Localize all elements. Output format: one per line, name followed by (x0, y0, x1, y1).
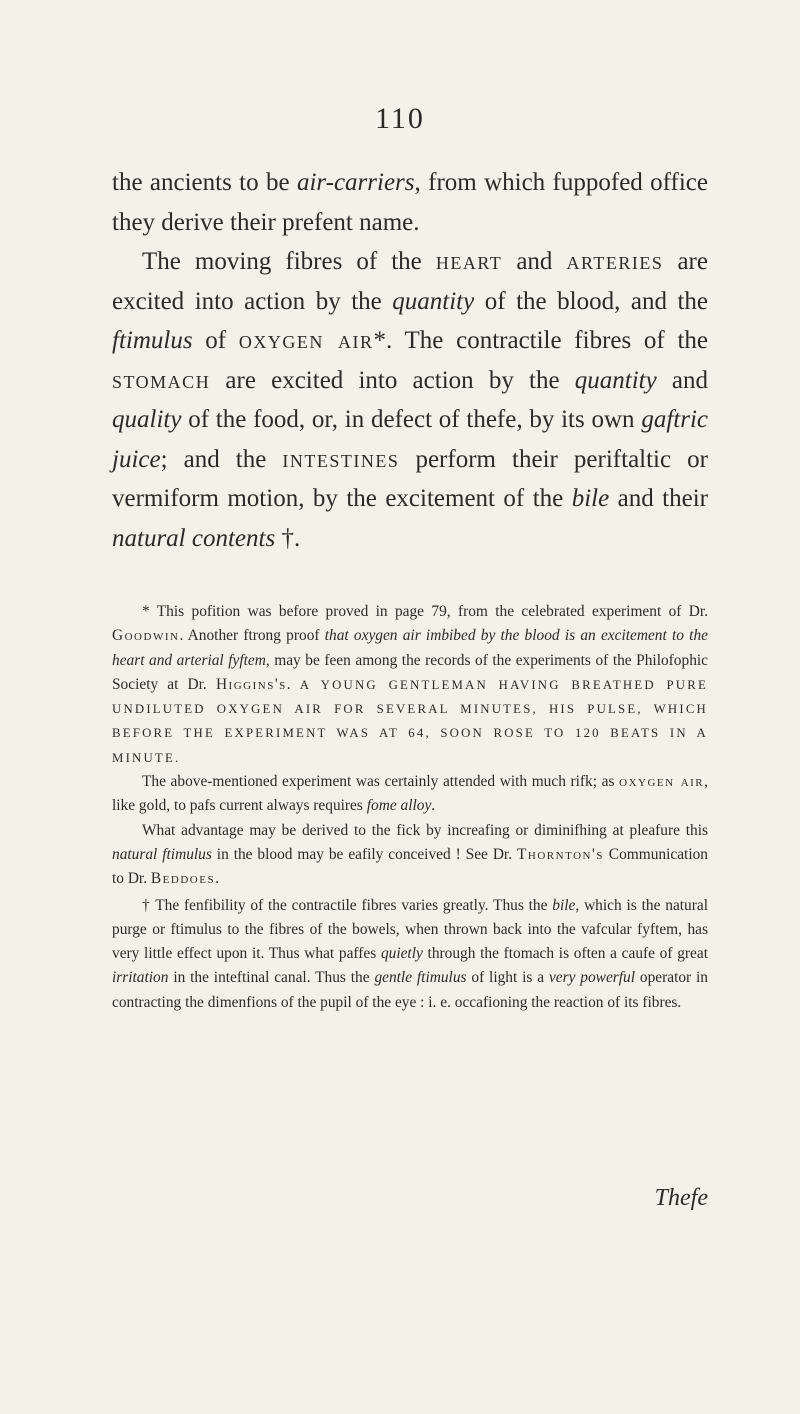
text-run: operator in contracting the dimenfions of the pupil of the eye : i. e. occafioning the reaction of its fibres. (112, 969, 708, 1011)
smallcaps-term: Beddoes (150, 870, 216, 888)
text-run: of the blood, and the (474, 287, 708, 315)
text-run: The moving fibres of the (142, 248, 436, 275)
text-run: What advantage may be derived to the fick by increafing or diminifhing at pleafure this (142, 821, 708, 839)
smallcaps-term: heart (435, 248, 503, 275)
text-run: †. (275, 524, 301, 552)
footnote-2 (112, 894, 708, 1015)
text-run: through the ftomach is often a caufe of great (422, 945, 708, 963)
text-run: . (286, 675, 300, 693)
smallcaps-term: Thornton's (517, 845, 604, 863)
text-run: of (192, 327, 239, 354)
text-run: of light is a (466, 969, 549, 987)
italic-term: quality (112, 406, 182, 433)
italic-term: quietly (380, 945, 423, 963)
text-run: Communication to Dr. (112, 845, 708, 888)
catchword: Thefe (654, 1185, 708, 1211)
italic-term: fome alloy (366, 797, 432, 815)
italic-term: air-carriers (296, 169, 415, 196)
body-text (112, 163, 708, 558)
footnotes (112, 600, 708, 1015)
italic-term: natural ftimulus (112, 845, 212, 863)
text-run: the ancients to be (112, 169, 297, 196)
italic-term: gentle ftimulus (374, 969, 467, 987)
italic-term: gaftric juice (112, 406, 708, 473)
italic-term: ftimulus (112, 327, 193, 354)
text-run: The above-mentioned experiment was certainly attended with much rifk; as (142, 773, 620, 791)
smallcaps-term: Higgins's (215, 675, 287, 693)
page-number: 110 (375, 102, 425, 135)
smallcaps-quote: A YOUNG GENTLEMAN HAVING BREATHED PURE UNDILUTED OXYGEN AIR FOR SEVERAL MINUTES, HIS PULSE, WHICH BEFORE THE EXPERIMENT WAS AT 64, SOON ROSE TO 120 BEATS IN A MINUTE. (112, 677, 709, 765)
italic-term: that oxygen air imbibed by the blood is an excitement to the heart and arterial fyftem (112, 627, 708, 669)
text-run: , from which fuppofed office they derive their prefent name. (112, 169, 708, 236)
smallcaps-term: oxygen air (238, 327, 374, 354)
text-run: , which is the natural purge or ftimulus to the fibres of the bowels, when thrown back into the vafcular fyftem, has very little effect upon it. Thus what paffes (112, 896, 708, 963)
paragraph-main (112, 242, 708, 558)
footnote-1 (112, 600, 708, 770)
text-run: † The fenfibility of the contractile fibres varies greatly. Thus the (142, 896, 553, 914)
text-run: *. The contractile fibres of the (373, 327, 709, 354)
text-run: . Another ftrong proof (179, 627, 325, 645)
text-run: and their (609, 485, 708, 512)
text-run: are excited into action by the (112, 248, 708, 315)
text-run: , may be feen among the records of the experiments of the Philofophic Society at Dr. (112, 651, 708, 693)
italic-term: quantity (574, 366, 657, 394)
italic-term: bile (571, 485, 610, 512)
paragraph-continued (112, 163, 708, 242)
italic-term: bile (552, 896, 576, 914)
smallcaps-term: Goodwin (112, 627, 180, 645)
italic-term: irritation (112, 969, 169, 987)
italic-term: quantity (392, 287, 475, 315)
text-run: of the food, or, in defect of thefe, by its own (181, 406, 642, 433)
smallcaps-term: oxygen air (619, 773, 705, 791)
text-run: ; and the (160, 445, 283, 473)
footnote-1-continued (112, 770, 708, 819)
smallcaps-term: stomach (112, 366, 211, 394)
smallcaps-term: arteries (566, 248, 664, 275)
text-run: in the inteftinal canal. Thus the (168, 969, 375, 987)
smallcaps-term: intestines (282, 445, 400, 473)
text-run: and (502, 248, 567, 275)
text-run: in the blood may be eafily conceived ! See Dr. (211, 845, 517, 863)
text-run: and (656, 366, 708, 394)
text-run: . (215, 870, 219, 888)
italic-term: natural contents (112, 524, 276, 552)
text-run: * This pofition was before proved in page 79, from the celebrated experiment of Dr. (142, 603, 708, 620)
italic-term: very powerful (548, 969, 636, 987)
text-run: are excited into action by the (210, 366, 575, 394)
text-run: , like gold, to pafs current always requires (112, 773, 709, 815)
text-run: perform their periftaltic or vermiform motion, by the excitement of the (112, 445, 708, 512)
text-run: . (431, 797, 436, 815)
footnote-1-continued (112, 819, 708, 892)
